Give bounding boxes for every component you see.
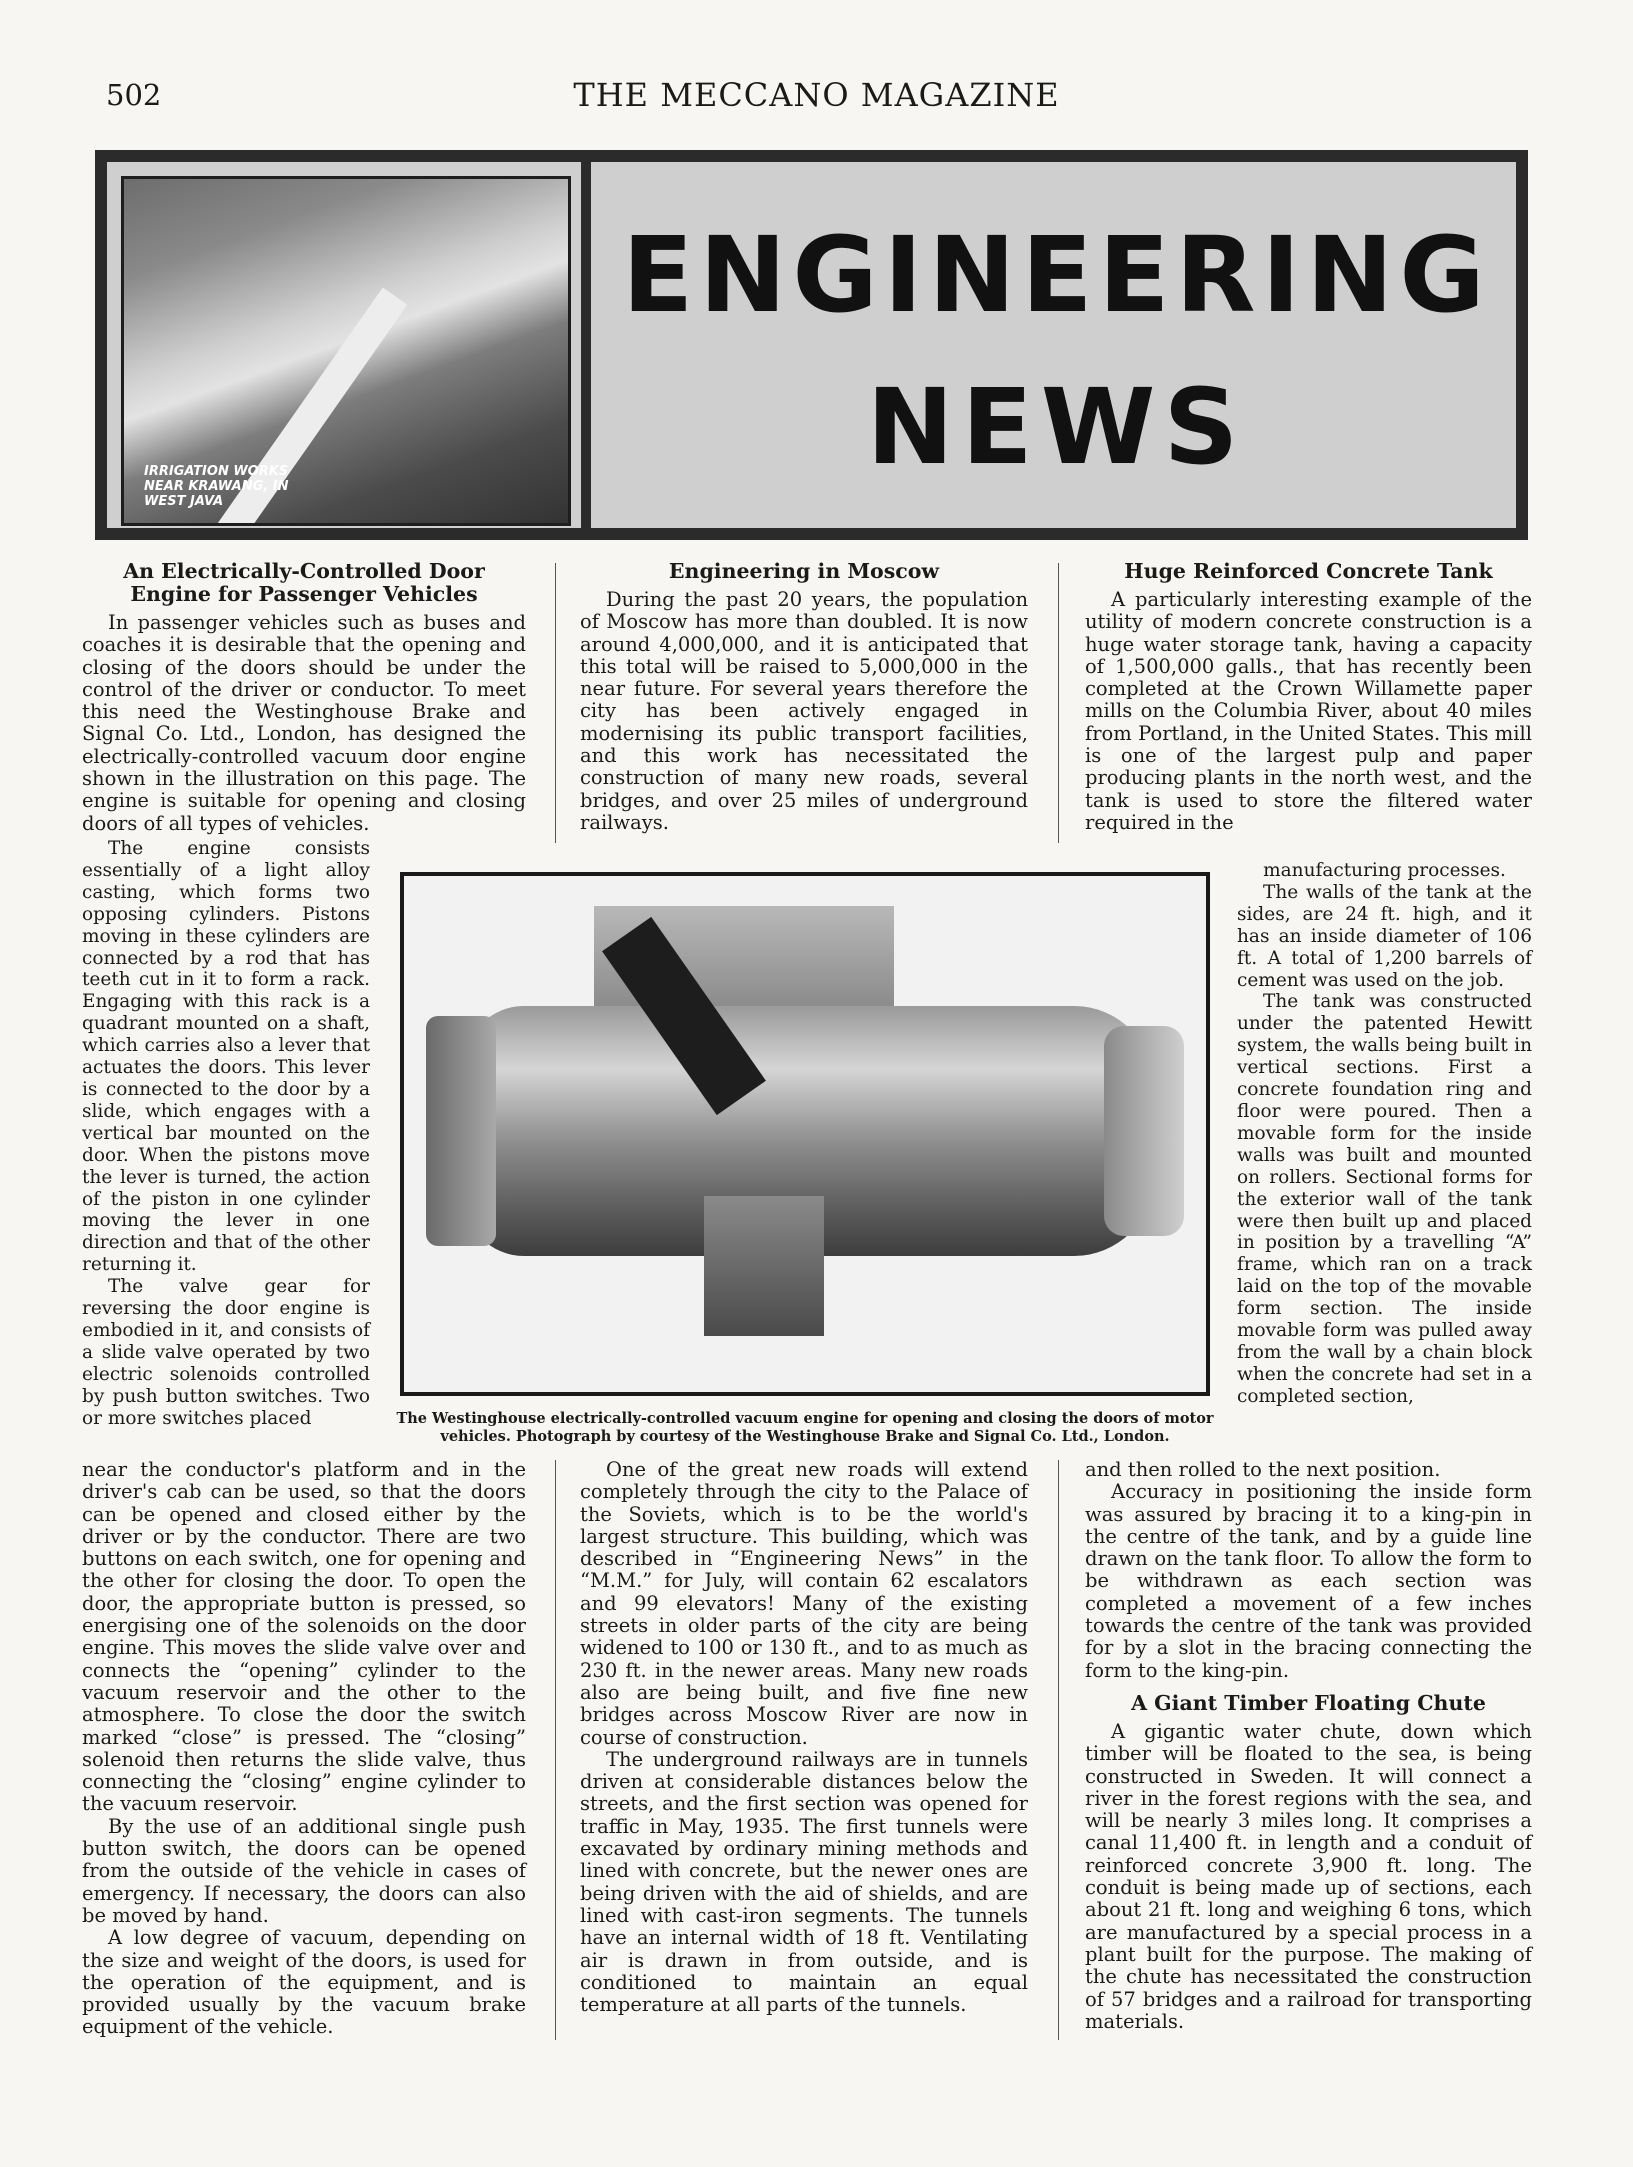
- door-engine-title: An Electrically-Controlled Door Engine for Passenger Vehicles: [123, 559, 485, 606]
- banner-title-line2: NEWS: [866, 366, 1247, 488]
- column-rule-right-bottom: [1058, 1460, 1059, 2040]
- column-rule-right-top: [1058, 563, 1059, 843]
- tank-paragraph-6: Accuracy in positioning the inside form was assured by bracing it to a king-pin in the centre of the tank, and by a guide line drawn on the tank floor. To allow the form to be withdrawn as each section was completed a movement of a few inches towards the centre of the tank was provided for by a slot in the bracing connecting the form to the king-pin.: [1085, 1480, 1532, 1682]
- chute-title: A Giant Timber Floating Chute: [1131, 1690, 1486, 1715]
- banner-title-line1: ENGINEERING: [622, 214, 1491, 336]
- tank-article-bottom: [1085, 1459, 1532, 2033]
- photo-caption: IRRIGATION WORKS NEAR KRAWANG, IN WEST JAVA: [144, 464, 289, 509]
- engineering-news-banner: [95, 150, 1528, 540]
- door-engine-paragraph-3: The valve gear for reversing the door engine is embodied in it, and consists of a slide valve operated by two electric solenoids controlled by push button switches. Two or more switches placed: [82, 1276, 370, 1429]
- door-engine-paragraph-5: By the use of an additional single push button switch, the doors can be opened from the outside of the vehicle in cases of emergency. If necessary, the doors can also be moved by hand.: [82, 1814, 526, 1927]
- tank-title: Huge Reinforced Concrete Tank: [1124, 559, 1493, 583]
- engine-end-cap-left: [426, 1016, 496, 1246]
- irrigation-works-photo: [121, 176, 571, 526]
- tank-paragraph-2: manufacturing processes.: [1263, 860, 1506, 881]
- door-engine-article-bottom: [82, 1459, 526, 2039]
- door-engine-paragraph-1: In passenger vehicles such as buses and coaches it is desirable that the opening and closing of the doors should be under the control of the driver or conductor. To meet this need the Westinghouse Brake and Signal Co. Ltd., London, has designed the electrically-controlled vacuum door engine shown in the illustration on this page. The engine is suitable for opening and closing doors of all types of vehicles.: [82, 611, 526, 835]
- tank-paragraph-5: and then rolled to the next position.: [1085, 1458, 1441, 1481]
- door-engine-paragraph-6: A low degree of vacuum, depending on the size and weight of the doors, is used for the operation of the equipment, and is provided usually by the vacuum brake equipment of the vehicle.: [82, 1926, 526, 2039]
- running-title: THE MECCANO MAGAZINE: [573, 76, 1060, 114]
- tank-article-top: [1085, 560, 1532, 834]
- tank-paragraph-4: The tank was constructed under the patented Hewitt system, the walls being built in vertical sections. First a concrete foundation ring and floor were poured. Then a movable form for the inside walls was built and mounted on rollers. Sectional forms for the exterior wall of the tank were then built up and placed in position by a travelling “A” frame, which ran on a track laid on the top of the movable form section. The inside movable form was pulled away from the wall by a chain block when the concrete had set in a completed section,: [1237, 991, 1532, 1407]
- moscow-article-bottom: [580, 1459, 1028, 2016]
- moscow-paragraph-2: One of the great new roads will extend completely through the city to the Palace of the Soviets, which is to be the world's largest structure. This building, which was described in “Engineering News” in the “M.M.” for July, will contain 62 escalators and 99 elevators! Many of the existing streets in older parts of the city are being widened to 100 or 130 ft., and to as much as 230 ft. in the newer areas. Many new roads also are being built, and five fine new bridges across Moscow River are now in course of construction.: [580, 1458, 1028, 1749]
- engine-mount: [704, 1196, 824, 1336]
- engine-end-cap-right: [1104, 1026, 1184, 1236]
- tank-article-narrow: [1237, 860, 1532, 1408]
- chute-paragraph-1: A gigantic water chute, down which timber will be floated to the sea, is being constructed in Sweden. It will connect a river in the forest regions with the sea, and will be nearly 3 miles long. It comprises a canal 11,400 ft. in length and a conduit of reinforced concrete 3,900 ft. long. The conduit is being made up of sections, each about 21 ft. long and weighing 6 tons, which are manufactured by a special process in a plant built for the purpose. The making of the chute has necessitated the construction of 57 bridges and a railroad for transporting materials.: [1085, 1719, 1532, 2033]
- banner-divider: [581, 162, 591, 528]
- moscow-paragraph-3: The underground railways are in tunnels driven at considerable distances below the streets, and the first section was opened for traffic in May, 1935. The first tunnels were excavated by ordinary mining methods and lined with concrete, but the newer ones are being driven with the aid of shields, and are lined with cast-iron segments. The tunnels have an internal width of 18 ft. Ventilating air is drawn in from outside, and is conditioned to maintain an equal temperature at all parts of the tunnels.: [580, 1747, 1028, 2017]
- column-rule-left-top: [555, 563, 556, 843]
- figure-caption: The Westinghouse electrically-controlled vacuum engine for opening and closing the doors of motor vehicles. Photograph by courtesy of the Westinghouse Brake and Signal Co. Ltd., London.: [396, 1410, 1214, 1445]
- moscow-article-top: [580, 560, 1028, 834]
- moscow-paragraph-1: During the past 20 years, the population of Moscow has more than doubled. It is now around 4,000,000, and it is anticipated that this total will be raised to 5,000,000 in the near future. For several years therefore the city has been actively engaged in modernising its public transport facilities, and this work has necessitated the construction of many new roads, several bridges, and over 25 miles of underground railways.: [580, 588, 1028, 834]
- page-number: 502: [106, 78, 162, 112]
- moscow-title: Engineering in Moscow: [668, 559, 940, 583]
- tank-paragraph-1: A particularly interesting example of the utility of modern concrete construction is a huge water storage tank, having a capacity of 1,500,000 galls., that has recently been completed at the Crown Willamette paper mills on the Columbia River, about 40 miles from Portland, in the United States. This mill is one of the largest pulp and paper producing plants in the north west, and the tank is used to store the filtered water required in the: [1085, 588, 1532, 834]
- banner-title: [597, 162, 1516, 528]
- westinghouse-engine-photo: [400, 872, 1210, 1396]
- door-engine-paragraph-2: The engine consists essentially of a light alloy casting, which forms two opposing cylinders. Pistons moving in these cylinders are connected by a rod that has teeth cut in it to form a rack. Engaging with this rack is a quadrant mounted on a shaft, which carries also a lever that actuates the doors. This lever is connected to the door by a slide, which engages with a vertical bar mounted on the door. When the pistons move the lever is turned, the action of the piston in one cylinder moving the lever in one direction and that of the other returning it.: [82, 838, 370, 1276]
- door-engine-paragraph-4: near the conductor's platform and in the driver's cab can be used, so that the doors can be opened and closed either by the driver or by the conductor. There are two buttons on each switch, one for opening and the other for closing the door. To open the door, the appropriate button is pressed, so energising one of the solenoids on the door engine. This moves the slide valve over and connects the “opening” cylinder to the vacuum reservoir and the other to the atmosphere. To close the door the switch marked “close” is pressed. The “closing” solenoid then returns the slide valve, thus connecting the “closing” engine cylinder to the vacuum reservoir.: [82, 1458, 526, 1816]
- column-rule-left-bottom: [555, 1460, 556, 2040]
- tank-paragraph-3: The walls of the tank at the sides, are 24 ft. high, and it has an inside diameter of 106 ft. A total of 1,200 barrels of cement was used on the job.: [1237, 881, 1532, 991]
- door-engine-article-top: [82, 560, 526, 835]
- door-engine-article-narrow: [82, 838, 370, 1429]
